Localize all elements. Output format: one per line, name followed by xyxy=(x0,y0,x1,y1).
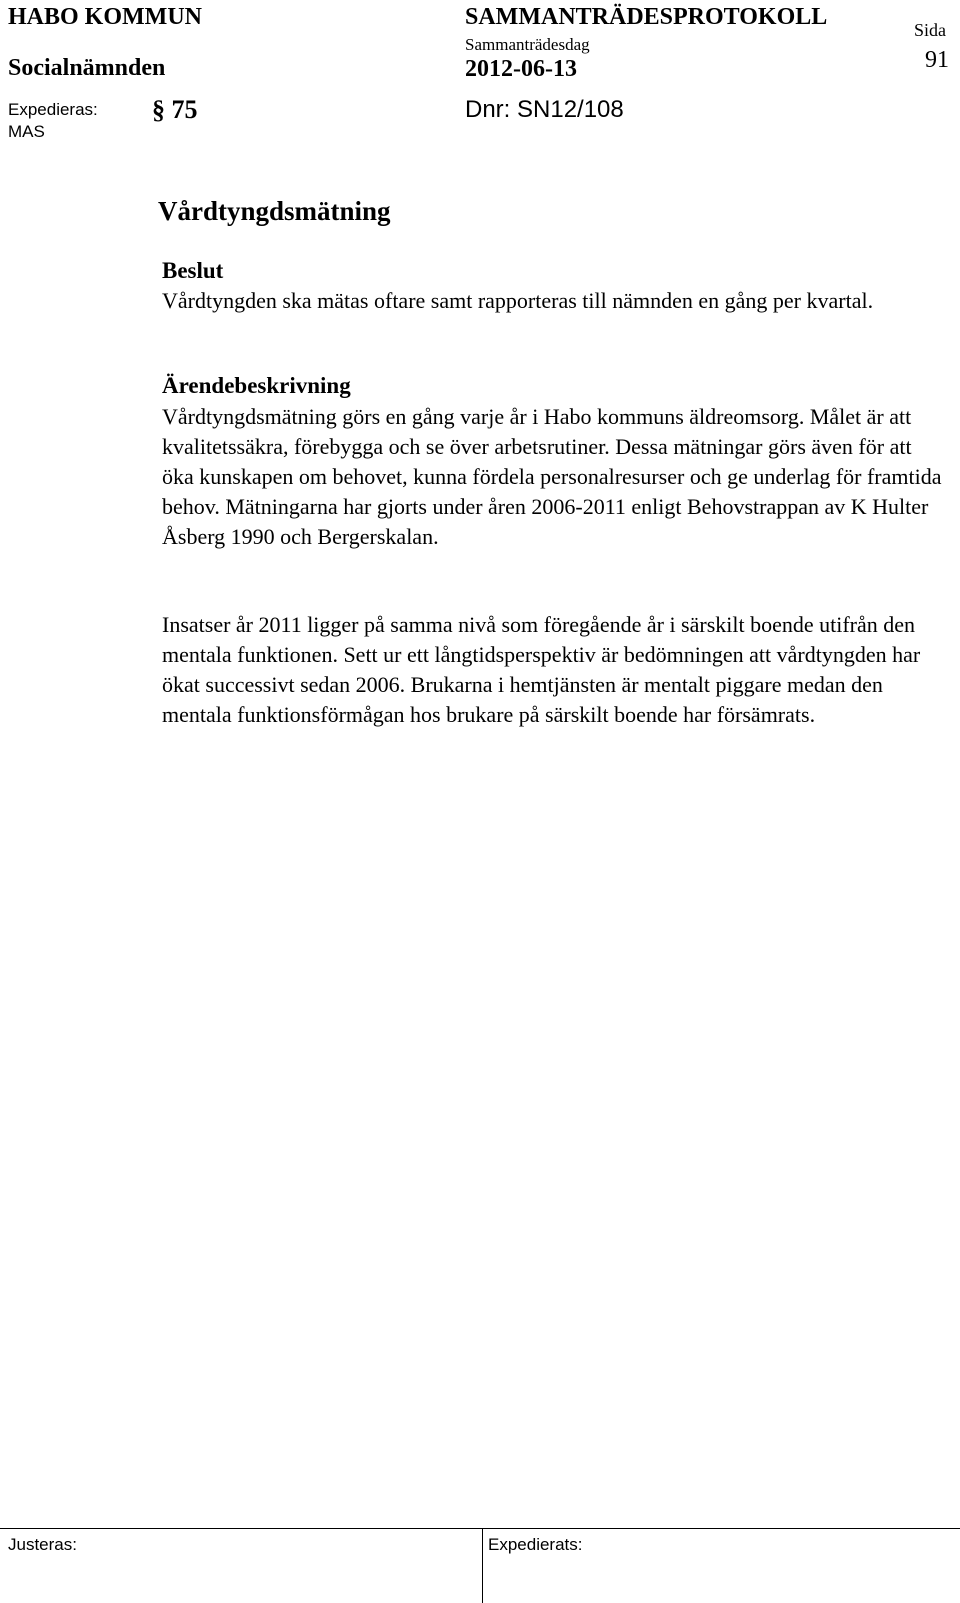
description-text: Vårdtyngdsmätning görs en gång varje år i Habo kommuns äldreomsorg. Målet är att kvalitetssäkra, förebygga och se över arbetsrutiner. Dessa mätningar görs även för att öka kunskapen om behovet, kunna fördela personalresurser och ge underlag för framtida behov. Mätningarna har gjorts under åren 2006-2011 enligt Behovstrappan av K Hulter Åsberg 1990 och Bergerskalan. xyxy=(162,404,942,549)
attested-label: Justeras: xyxy=(8,1535,77,1554)
paragraph-number: § 75 xyxy=(152,95,198,124)
dispatched-label: Expedieras: xyxy=(8,100,98,119)
meeting-date-label: Sammanträdesdag xyxy=(465,35,590,54)
assessment-text: Insatser år 2011 ligger på samma nivå som föregående år i särskilt boende utifrån den mentala funktionen. Sett ur ett långtidsperspektiv är bedömningen att vårdtyngden har ökat successivt sedan 2006. Brukarna i hemtjänsten är mentalt piggare medan den mentala funktionsförmågan hos brukare på särskilt boende har försämrats. xyxy=(162,612,921,727)
decision-text: Vårdtyngden ska mätas oftare samt rapporteras till nämnden en gång per kvartal. xyxy=(162,288,874,313)
meeting-date: 2012-06-13 xyxy=(465,56,577,82)
footer-dispatched-label: Expedierats: xyxy=(488,1535,583,1554)
page-number: 91 xyxy=(925,47,949,73)
document-type: SAMMANTRÄDESPROTOKOLL xyxy=(465,4,828,30)
decision-heading: Beslut xyxy=(162,258,224,283)
case-number: Dnr: SN12/108 xyxy=(465,96,624,123)
page-title: Vårdtyngdsmätning xyxy=(158,196,391,226)
board-name: Socialnämnden xyxy=(8,55,166,81)
dispatched-recipient: MAS xyxy=(8,122,45,141)
page-label: Sida xyxy=(914,20,947,40)
organization-name: HABO KOMMUN xyxy=(8,4,202,30)
footer-column-divider xyxy=(482,1528,483,1603)
footer-divider xyxy=(0,1528,960,1529)
description-heading: Ärendebeskrivning xyxy=(162,373,351,398)
